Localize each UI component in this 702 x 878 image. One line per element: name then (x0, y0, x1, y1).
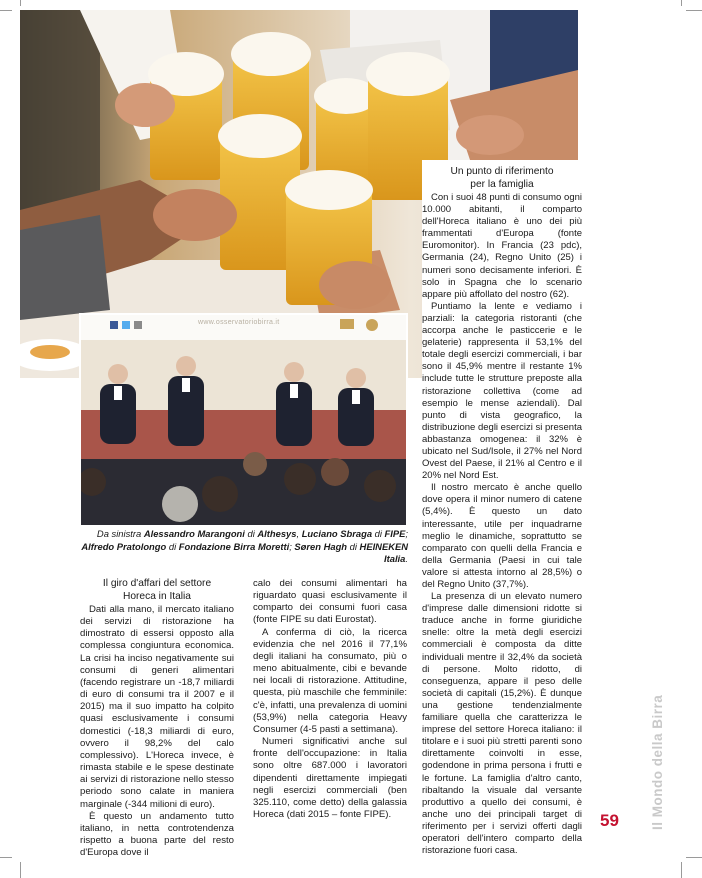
crop-mark (686, 10, 702, 11)
section-heading (422, 166, 582, 191)
paragraph: Dati alla mano, il mercato italiano dei servizi di ristorazione ha dimostrato di essersi opposto alla complessa congiuntura economica. La crisi ha inciso negativamente sui consumi di generi alimentari (facendo registrare un -18,7 miliardi di euro di consumi tra il 2007 e il 2015) ma il suo impatto ha colpito quasi esclusivamente i consumi domestici (-18,3 miliardi di euro, ovvero il 98,2% del calo complessivo). L'Horeca invece, è rimasta stabile e le spese destinate ai servizi di ristorazione nello stesso periodo sono calate in maniera marginale (-344 milioni di euro). (80, 604, 234, 810)
section-heading (80, 578, 234, 603)
paragraph: La presenza di un elevato numero d'imprese dalle dimensioni ridotte si traduce anche in forme giuridiche snelle: oltre la metà degli esercizi commerciali è composta da ditte individuali mentre il 32,4% da società di persone. Molto ridotto, di conseguenza, appare il peso delle società di capitali (15,2%). È dunque una gestione tendenzialmente familiare quella che caratterizza le imprese del settore Horeca italiano: il titolare e i suoi più stretti parenti sono direttamente coinvolti in esse, godendone in prima persona i frutti e le fortune. La famiglia d'altro canto, ribaltando la visuale dal versante produttivo a quello dei consumi, è anche uno dei principali target di riferimento per i servizi offerti dagli operatori dell'intero comparto della ristorazione fuori casa. (422, 591, 582, 857)
caption-after: , (296, 528, 302, 539)
caption-person-name: Luciano Sbraga (301, 528, 373, 539)
left-column (80, 578, 234, 859)
middle-column (253, 578, 407, 821)
heading-line: Il giro d'affari del settore (102, 578, 212, 589)
caption-after: . (405, 553, 408, 564)
heading-line: per la famiglia (470, 178, 534, 190)
caption-after: ; (289, 540, 295, 552)
caption-org: Althesys (257, 528, 297, 539)
paragraph: È questo un andamento tutto italiano, in netta controtendenza rispetto a buona parte del resto d'Europa dove il (80, 810, 234, 859)
caption-after: ; (405, 528, 408, 539)
caption-person-name: Alfredo Pratolongo (81, 540, 167, 552)
crop-mark (686, 857, 702, 858)
caption-org: Fondazione Birra Moretti (178, 540, 290, 552)
caption-sep: di (244, 528, 258, 539)
caption-org: HEINEKEN Italia (359, 540, 408, 564)
crop-mark (20, 862, 21, 878)
caption-person-name: Søren Hagh (294, 540, 348, 552)
caption-prefix: Da sinistra (96, 528, 144, 539)
crop-mark (0, 10, 12, 11)
paragraph: Puntiamo la lente e vediamo i parziali: la categoria ristoranti (che accorpa anche le pasticcerie e le gelaterie) rappresenta il 53,1% del totale degli esercizi commerciali, i bar sono il 45,9% mentre il restante 1% include tutte le strutture preposte alla ristorazione collettiva (come ad esempio le mense aziendali). Dal punto di vista geografico, la distribuzione degli esercizi si presenta abbastanza omogenea: il 32% è ubicato nel Sud/Isole, il 27% nel Nord Ovest del Paese, il 21% al Centro e il 20% nel Nord Est. (422, 300, 582, 482)
photo-caption (78, 528, 408, 566)
crop-mark (0, 857, 12, 858)
magazine-side-label: Il Mondo della Birra (650, 694, 665, 830)
caption-person-name: Alessandro Marangoni (143, 528, 245, 539)
page-number: 59 (600, 811, 619, 830)
caption-sep: di (372, 528, 385, 539)
crop-mark (681, 862, 682, 878)
paragraph: Con i suoi 48 punti di consumo ogni 10.000 abitanti, il comparto dell'Horeca italiano è uno dei più frammentati d'Europa (fonte Euromonitor). In Francia (23 pdc), Germania (24), Regno Unito (25) i numeri sono decisamente inferiori. È solo in Spagna che lo scenario appare più affollato del nostro (62). (422, 192, 582, 300)
caption-org: FIPE (384, 528, 406, 539)
paragraph: Numeri significativi anche sul fronte dell'occupazione: in Italia sono oltre 687.000 i lavoratori dipendenti direttamente impiegati negli esercizi commerciali (ben 325.110, come detto) della galassia Horeca (dati 2015 – fonte FIPE). (253, 736, 407, 820)
right-column (422, 160, 582, 857)
paragraph: Il nostro mercato è anche quello dove opera il minor numero di catene (5,4%). È questo un dato interessante, utile per inquadrarne meglio le dinamiche, soprattutto se comparato con quelli della Francia e della Germania (Paesi in cui tale valore si attesta intorno al 28,5%) o del Regno Unito (37,7%). (422, 482, 582, 590)
caption-sep: di (347, 540, 360, 552)
paragraph: A conferma di ciò, la ricerca evidenzia che nel 2016 il 77,1% degli italiani ha consumato, più o meno abitualmente, cibi e bevande nei locali di ristorazione. Attitudine, questa, più maschile che femminile: c'è, infatti, una prevalenza di uomini (53,9%) nella categoria Heavy Consumer (4-5 pasti a settimana). (253, 626, 407, 735)
inset-website-label: www.osservatoriobirra.it (198, 319, 280, 326)
caption-sep: di (166, 540, 179, 552)
crop-mark (681, 0, 682, 6)
conference-photo (79, 313, 408, 527)
crop-mark (20, 0, 21, 6)
heading-line: Un punto di riferimento (450, 166, 554, 177)
heading-line: Horeca in Italia (123, 590, 191, 602)
paragraph: calo dei consumi alimentari ha riguardato quasi esclusivamente il comparto dei consumi fuori casa (fonte FIPE su dati Eurostat). (253, 578, 407, 626)
